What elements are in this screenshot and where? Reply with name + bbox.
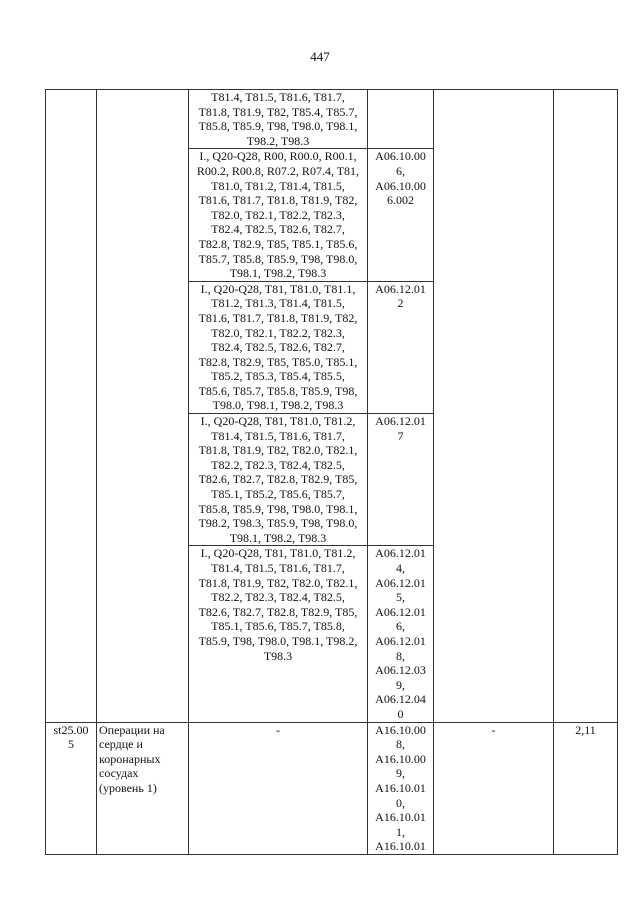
table-row xyxy=(46,722,618,854)
services-cell xyxy=(368,90,434,149)
group-diagnoses-cell: - xyxy=(189,722,368,854)
diagnoses-cell: I., Q20-Q28, R00, R00.0, R00.1, R00.2, R00.8, R07.2, R07.4, T81, T81.0, T81.2, T81.4, T81.5, T81.6, T81.7, T81.8, T81.9, T82, T82.0, T82.1, T82.2, T82.3, T82.4, T82.5, T82.6, T82.7, T82.8, T82.9, T85, T85.1, T85.6, T85.7, T85.8, T85.9, T98, T98.0, T98.1, T98.2, T98.3 xyxy=(189,149,368,281)
page-number: 447 xyxy=(310,49,330,64)
group-age-cell: - xyxy=(434,722,554,854)
services-cell: A06.12.01 2 xyxy=(368,281,434,413)
diagnoses-cell: I., Q20-Q28, T81, T81.0, T81.1, T81.2, T81.3, T81.4, T81.5, T81.6, T81.7, T81.8, T81.9, T82, T82.0, T82.1, T82.2, T82.3, T82.4, T82.5, T82.6, T82.7, T82.8, T82.9, T85, T85.0, T85.1, T85.2, T85.3, T85.4, T85.5, T85.6, T85.7, T85.8, T85.9, T98, T98.0, T98.1, T98.2, T98.3 xyxy=(189,281,368,413)
tariff-table xyxy=(45,89,618,855)
services-cell: A06.12.01 7 xyxy=(368,414,434,546)
group-services-cell: A16.10.00 8, A16.10.00 9, A16.10.01 0, A16.10.01 1, A16.10.01 xyxy=(368,722,434,854)
services-cell: A06.12.01 4, A06.12.01 5, A06.12.01 6, A06.12.01 8, A06.12.03 9, A06.12.04 0 xyxy=(368,546,434,722)
diagnoses-cell: T81.4, T81.5, T81.6, T81.7, T81.8, T81.9, T82, T85.4, T85.7, T85.8, T85.9, T98, T98.0, T98.1, T98.2, T98.3 xyxy=(189,90,368,149)
table-row xyxy=(46,90,618,149)
group-coefficient-cell: 2,11 xyxy=(554,722,618,854)
services-cell: A06.10.00 6, A06.10.00 6.002 xyxy=(368,149,434,281)
name-cell xyxy=(97,90,189,723)
age-cell xyxy=(434,90,554,723)
group-name-cell: Операции на сердце и коронарных сосудах (уровень 1) xyxy=(97,722,189,854)
diagnoses-cell: I., Q20-Q28, T81, T81.0, T81.2, T81.4, T81.5, T81.6, T81.7, T81.8, T81.9, T82, T82.0, T82.1, T82.2, T82.3, T82.4, T82.5, T82.6, T82.7, T82.8, T82.9, T85, T85.1, T85.6, T85.7, T85.8, T85.9, T98, T98.0, T98.1, T98.2, T98.3 xyxy=(189,546,368,722)
diagnoses-cell: I., Q20-Q28, T81, T81.0, T81.2, T81.4, T81.5, T81.6, T81.7, T81.8, T81.9, T82, T82.0, T82.1, T82.2, T82.3, T82.4, T82.5, T82.6, T82.7, T82.8, T82.9, T85, T85.1, T85.2, T85.6, T85.7, T85.8, T85.9, T98, T98.0, T98.1, T98.2, T98.3, T85.9, T98, T98.0, T98.1, T98.2, T98.3 xyxy=(189,414,368,546)
coefficient-cell xyxy=(554,90,618,723)
group-code-cell: st25.00 5 xyxy=(46,722,97,854)
code-cell xyxy=(46,90,97,723)
